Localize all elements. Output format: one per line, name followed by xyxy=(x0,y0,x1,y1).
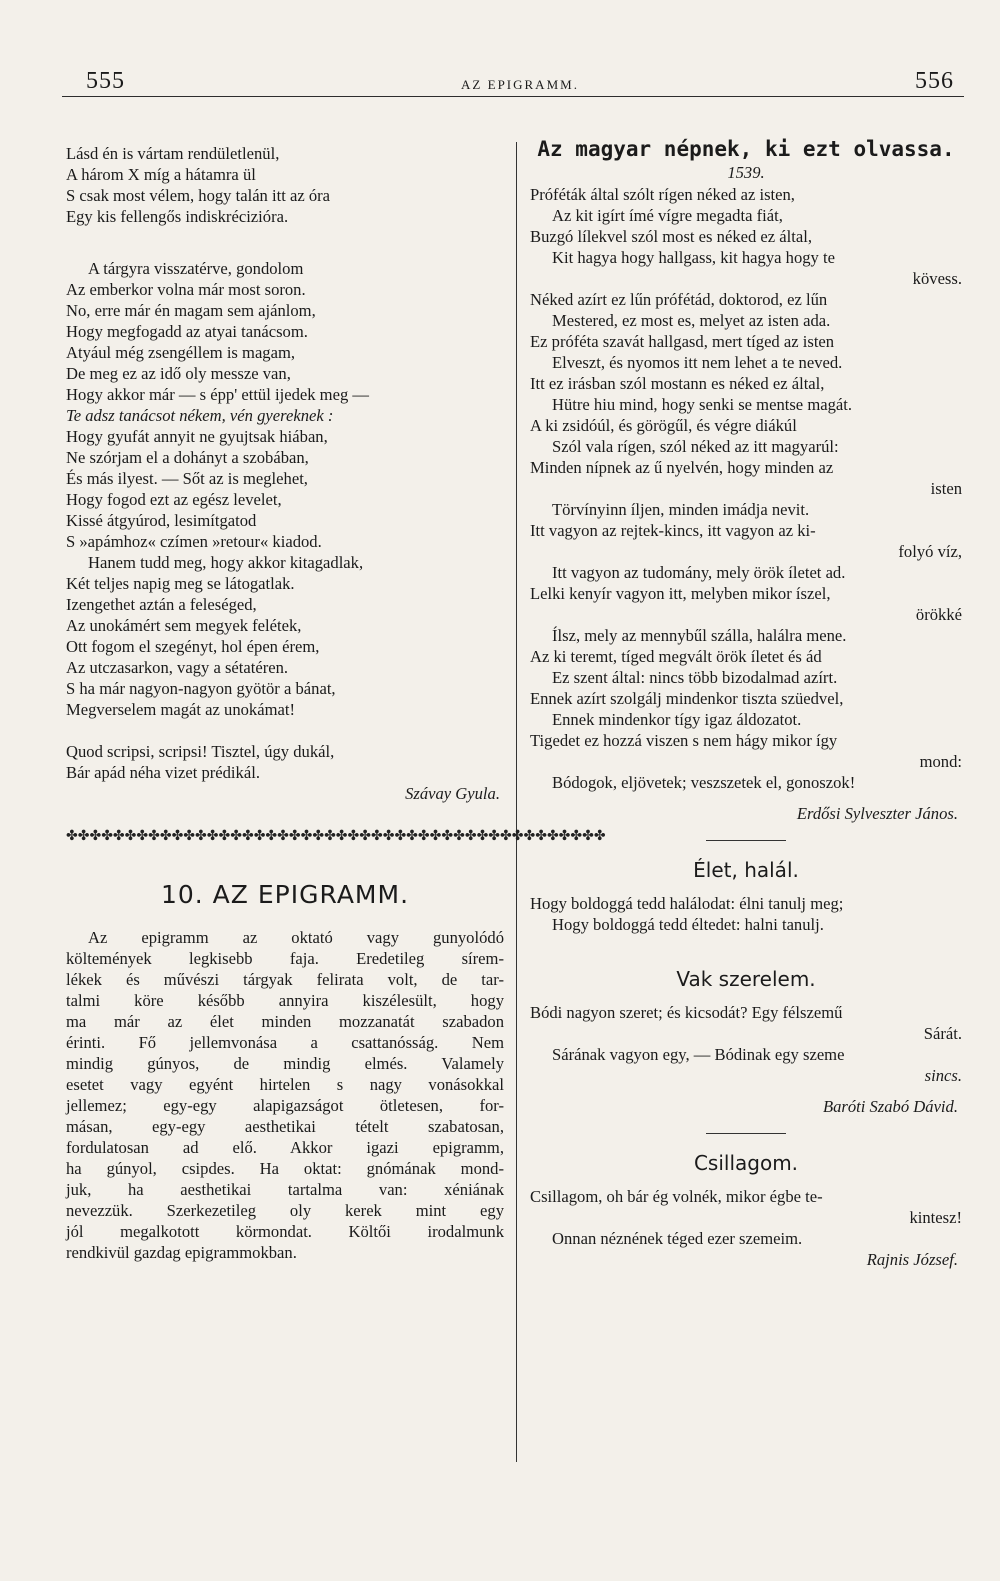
verse-line: Quod scripsi, scripsi! Tisztel, úgy dukál, xyxy=(66,742,335,761)
prose-line: talmi köre később annyira kiszélesült, hogy xyxy=(66,991,504,1010)
verse-line: Ílsz, mely az mennybűl szálla, halálra mene. xyxy=(552,626,847,645)
poem-title: Vak szerelem. xyxy=(676,967,816,991)
prose-line: mindig gúnyos, de mindig elmés. Valamely xyxy=(66,1054,504,1073)
poem-title: Csillagom. xyxy=(693,1151,799,1175)
verse-line: Az unokámért sem megyek felétek, xyxy=(66,616,302,635)
prose-line: költemények legkisebb faja. Eredetileg sírem- xyxy=(66,949,504,968)
verse-line: Néked azírt ez lűn prófétád, doktorod, ez lűn xyxy=(530,290,828,309)
verse-line: A tárgyra visszatérve, gondolom xyxy=(88,259,304,278)
verse-line: Ne szórjam el a dohányt a szobában, xyxy=(66,448,309,467)
verse-line: Tigedet ez hozzá viszen s nem hágy mikor így xyxy=(530,731,838,750)
header-rule xyxy=(62,96,964,97)
ornamental-rule: ✤✤✤✤✤✤✤✤✤✤✤✤✤✤✤✤✤✤✤✤✤✤✤✤✤✤✤✤✤✤✤✤✤✤✤✤✤✤✤✤✤✤✤✤✤✤ xyxy=(66,829,606,844)
verse-line: S csak most vélem, hogy talán itt az óra xyxy=(66,186,331,205)
verse-line: örökké xyxy=(915,605,962,624)
verse-line: Megverselem magát az unokámat! xyxy=(66,700,295,719)
poem-body-3 xyxy=(530,1002,962,1086)
poem-stanza-2 xyxy=(66,258,504,720)
verse-line: Két teljes napig meg se látogatlak. xyxy=(66,574,295,593)
verse-line: Az emberkor volna már most soron. xyxy=(66,280,306,299)
verse-line: Sárát. xyxy=(923,1024,962,1043)
verse-line: S »apámhoz« czímen »retour« kiadod. xyxy=(66,532,322,551)
prose-line: ma már az élet minden mozzanatát szabadon xyxy=(66,1012,504,1031)
verse-line: kövess. xyxy=(912,269,962,288)
verse-line: Kissé átgyúrod, lesimítgatod xyxy=(66,511,257,530)
verse-line: Szól vala rígen, szól néked az itt magyarúl: xyxy=(552,437,839,456)
verse-line: Az ki teremt, tíged megvált örök íletet és ád xyxy=(530,647,822,666)
prose-line: jellemez; egy-egy alapigazságot ötletesen, for- xyxy=(66,1096,504,1115)
verse-line: Ez próféta szavát hallgasd, mert tíged az isten xyxy=(530,332,835,351)
verse-line: Itt vagyon az rejtek-kincs, itt vagyon az ki- xyxy=(530,521,816,540)
verse-line: Próféták által szólt rígen néked az isten, xyxy=(530,185,795,204)
prose-line: nevezzük. Szerkezetileg oly kerek mint egy xyxy=(66,1201,504,1220)
prose-line: másan, egy-egy aesthetikai tételt szabatosan, xyxy=(66,1117,504,1136)
verse-line: Ennek mindenkor tígy igaz áldozatot. xyxy=(552,710,802,729)
verse-line: No, erre már én magam sem ajánlom, xyxy=(66,301,316,320)
prose-line: juk, ha aesthetikai tartalma van: xéniának xyxy=(66,1180,504,1199)
verse-line: Az utczasarkon, vagy a sétatéren. xyxy=(66,658,289,677)
verse-line: Sárának vagyon egy, — Bódinak egy szeme xyxy=(552,1045,845,1064)
verse-line: Törvínyinn íljen, minden imádja nevit. xyxy=(552,500,810,519)
verse-line: A ki zsidóúl, és görögűl, és végre diákúl xyxy=(530,416,797,435)
verse-line: sincs. xyxy=(924,1066,962,1085)
verse-line: Lelki kenyír vagyon itt, melyben mikor íszel, xyxy=(530,584,831,603)
verse-line: Ott fogom el szegényt, hol épen érem, xyxy=(66,637,320,656)
poem-body-1 xyxy=(530,184,962,793)
verse-line: Itt ez irásban szól mostann es néked ez által, xyxy=(530,374,825,393)
signature: Szávay Gyula. xyxy=(405,784,500,803)
right-page-number: 556 xyxy=(915,68,954,94)
poem-year: 1539. xyxy=(727,163,765,182)
prose-line: jól megalkotott körmondat. Költői irodalmunk xyxy=(66,1222,504,1241)
verse-line: Lásd én is vártam rendületlenül, xyxy=(66,144,280,163)
verse-line: Bódogok, eljövetek; veszszetek el, gonoszok! xyxy=(552,773,856,792)
verse-line: Minden nípnek az ű nyelvén, hogy minden az xyxy=(530,458,834,477)
verse-line: Itt vagyon az tudomány, mely örök íletet ad. xyxy=(552,563,846,582)
verse-line: Buzgó lílekvel szól most es néked ez által, xyxy=(530,227,813,246)
verse-line: Csillagom, oh bár ég volnék, mikor égbe te- xyxy=(530,1187,823,1206)
poem-stanza-3 xyxy=(66,741,504,783)
prose-line: rendkivül gazdag epigrammokban. xyxy=(66,1243,297,1262)
verse-line: Hogy gyufát annyit ne gyujtsak hiában, xyxy=(66,427,328,446)
verse-line: Elveszt, és nyomos itt nem lehet a te neved. xyxy=(552,353,843,372)
verse-line: Mestered, ez most es, melyet az isten ada. xyxy=(552,311,831,330)
verse-line: Kit hagya hogy hallgass, kit hagya hogy te xyxy=(552,248,835,267)
poem-stanza-1 xyxy=(66,143,504,227)
verse-line: Hanem tudd meg, hogy akkor kitagadlak, xyxy=(88,553,364,572)
verse-line: Ennek azírt szolgálj mindenkor tiszta szüedvel, xyxy=(530,689,844,708)
signature: Rajnis József. xyxy=(866,1250,958,1269)
prose-line: lékek és művészi tárgyak felirata volt, de tar- xyxy=(66,970,504,989)
verse-line: kintesz! xyxy=(909,1208,962,1227)
verse-line: De meg ez az idő oly messze van, xyxy=(66,364,291,383)
verse-line: mond: xyxy=(919,752,962,771)
poem-body-4 xyxy=(530,1186,962,1249)
left-page-number: 555 xyxy=(86,68,125,94)
verse-line: Hogy fogod ezt az egész levelet, xyxy=(66,490,282,509)
chapter-title: 10. AZ EPIGRAMM. xyxy=(160,880,410,909)
verse-line: Bódi nagyon szeret; és kicsodát? Egy félszemű xyxy=(530,1003,843,1022)
verse-line: Hogy megfogadd az atyai tanácsom. xyxy=(66,322,308,341)
section-rule xyxy=(706,840,786,841)
prose-line: Az epigramm az oktató vagy gunyolódó xyxy=(88,928,504,947)
verse-line: Te adsz tanácsot nékem, vén gyereknek : xyxy=(66,406,334,425)
column-divider xyxy=(516,142,517,1462)
prose-line: fordulatosan ad elő. Akkor igazi epigramm, xyxy=(66,1138,504,1157)
verse-line: folyó víz, xyxy=(898,542,962,561)
verse-line: Egy kis fellengős indiskrécizióra. xyxy=(66,207,289,226)
verse-line: Hogy boldoggá tedd éltedet: halni tanulj. xyxy=(552,915,824,934)
verse-line: Hogy akkor már — s épp' ettül ijedek meg — xyxy=(66,385,369,404)
verse-line: Hütre hiu mind, hogy senki se mentse magát. xyxy=(552,395,853,414)
verse-line: Izengethet aztán a feleséged, xyxy=(66,595,257,614)
poem-title: Élet, halál. xyxy=(693,858,799,882)
verse-line: Az kit igírt ímé vígre megadta fiát, xyxy=(552,206,783,225)
prose-line: ha gúnyol, csipdes. Ha oktat: gnómának mond- xyxy=(66,1159,504,1178)
verse-line: Ez szent által: nincs több bizodalmad azírt. xyxy=(552,668,838,687)
prose-line: esetet vagy egyént hirtelen s nagy vonásokkal xyxy=(66,1075,504,1094)
poem-body-2 xyxy=(530,893,962,935)
verse-line: isten xyxy=(930,479,962,498)
right-column xyxy=(530,136,962,1270)
signature: Erdősi Sylveszter János. xyxy=(796,804,958,823)
poem-title: Az magyar népnek, ki ezt olvassa. xyxy=(537,137,955,161)
verse-line: És más ilyest. — Sőt az is meglehet, xyxy=(66,469,308,488)
verse-line: Atyául még zsengéllem is magam, xyxy=(66,343,296,362)
prose-line: érinti. Fő jellemvonása a csattanósság. Nem xyxy=(66,1033,504,1052)
verse-line: A három X míg a hátamra ül xyxy=(66,165,256,184)
running-title: AZ EPIGRAMM. xyxy=(461,77,579,92)
verse-line: Hogy boldoggá tedd halálodat: élni tanulj meg; xyxy=(530,894,844,913)
section-rule xyxy=(706,1133,786,1134)
prose-paragraph xyxy=(66,927,504,1263)
verse-line: S ha már nagyon-nagyon gyötör a bánat, xyxy=(66,679,336,698)
verse-line: Bár apád néha vizet prédikál. xyxy=(66,763,260,782)
verse-line: Onnan néznének téged ezer szemeim. xyxy=(552,1229,803,1248)
left-column xyxy=(66,143,606,1263)
signature: Baróti Szabó Dávid. xyxy=(822,1097,958,1116)
